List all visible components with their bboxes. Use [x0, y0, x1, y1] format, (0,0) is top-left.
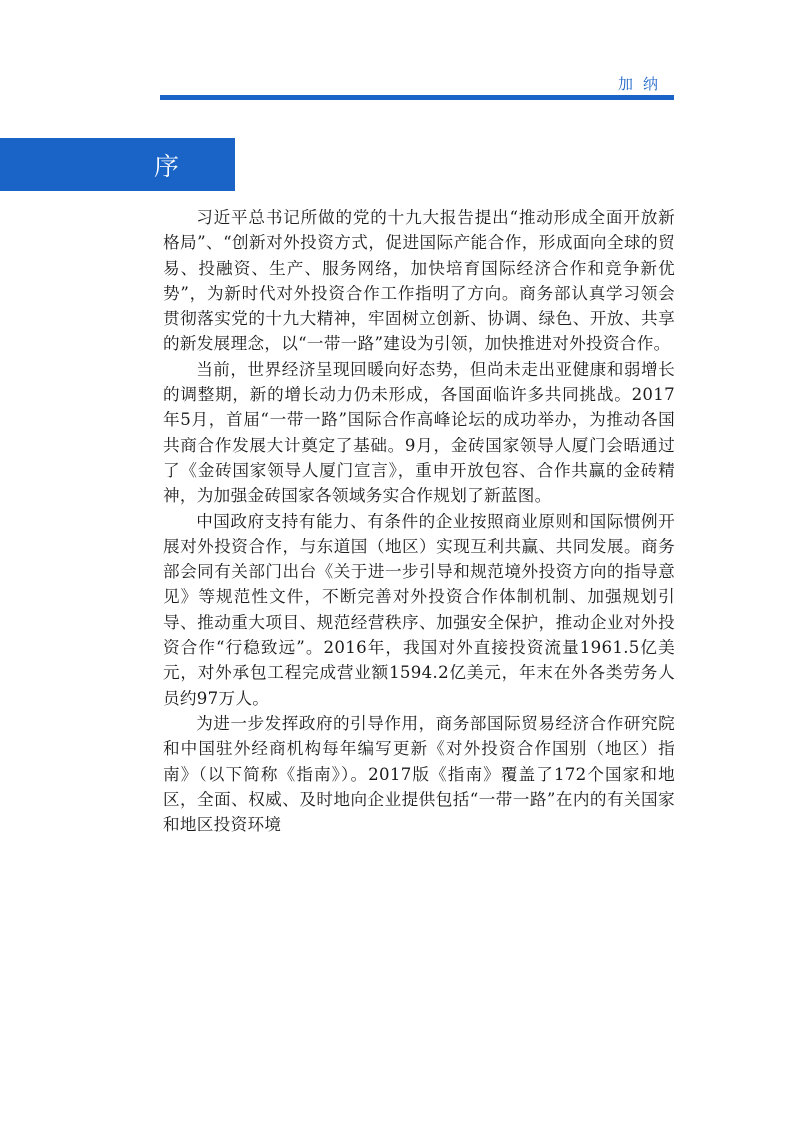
running-header-title: 加纳 — [617, 75, 668, 93]
paragraph-4: 为进一步发挥政府的引导作用，商务部国际贸易经济合作研究院和中国驻外经商机构每年编写更新《对外投资合作国别（地区）指南》（以下简称《指南》）。2017版《指南》覆盖了172个国家和地区，全面、权威、及时地向企业提供包括“一带一路”在内的有关国家和地区投资环境 — [163, 713, 675, 835]
section-heading-tab — [0, 138, 235, 191]
paragraph-2: 当前，世界经济呈现回暖向好态势，但尚未走出亚健康和弱增长的调整期，新的增长动力仍未形成，各国面临许多共同挑战。2017年5月，首届“一带一路”国际合作高峰论坛的成功举办，为推动各国共商合作发展大计奠定了基础。9月，金砖国家领导人厦门会晤通过了《金砖国家领导人厦门宣言》，重申开放包容、合作共赢的金砖精神，为加强金砖国家各领域务实合作规划了新蓝图。 — [163, 359, 675, 506]
section-heading: 序 — [154, 152, 180, 181]
paragraph-3: 中国政府支持有能力、有条件的企业按照商业原则和国际惯例开展对外投资合作，与东道国（地区）实现互利共赢、共同发展。商务部会同有关部门出台《关于进一步引导和规范境外投资方向的指导意见》等规范性文件，不断完善对外投资合作体制机制、加强规划引导、推动重大项目、规范经营秩序、加强安全保护，推动企业对外投资合作“行稳致远”。2016年，我国对外直接投资流量1961.5亿美元，对外承包工程完成营业额1594.2亿美元，年末在外各类劳务人员约97万人。 — [163, 511, 675, 708]
paragraph-1: 习近平总书记所做的党的十九大报告提出“推动形成全面开放新格局”、“创新对外投资方式，促进国际产能合作，形成面向全球的贸易、投融资、生产、服务网络，加快培育国际经济合作和竞争新优势”，为新时代对外投资合作工作指明了方向。商务部认真学习领会贯彻落实党的十九大精神，牢固树立创新、协调、绿色、开放、共享的新发展理念，以“一带一路”建设为引领，加快推进对外投资合作。 — [163, 208, 675, 354]
body-text — [163, 205, 675, 837]
header-rule — [160, 95, 674, 100]
